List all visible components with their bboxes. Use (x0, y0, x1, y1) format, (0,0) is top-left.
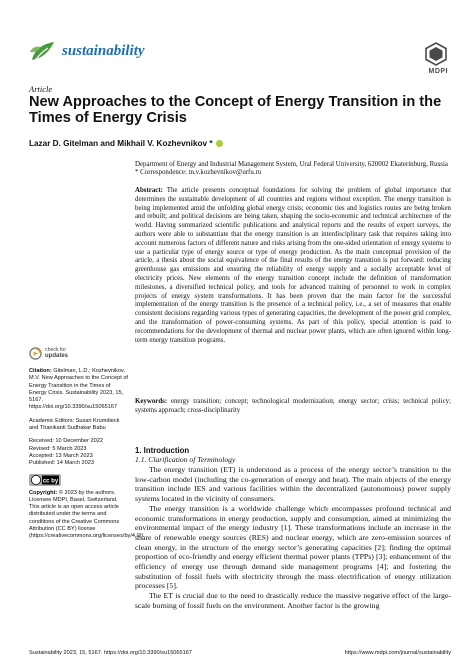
orcid-icon[interactable] (216, 140, 223, 147)
mdpi-logo-icon (424, 42, 448, 66)
section-heading: 1. Introduction (135, 446, 190, 455)
paragraph: The energy transition is a worldwide challenge which encompasses profound technical and economic transformations in energy production, supply and consumption, aimed at minimizing the environmental impact of the energy industry [1]. These transformations include an increase in the share of renewable energy sources (RES) and nuclear energy, which are zero-emission sources of clean energy, in the structure of the energy sector’s generating capacities [2]; finding the optimal proportion of eco-friendly and energy efficient thermal power plants (TPPs) [3]; enhancement of the efficiency of energy use through demand side management programs [4]; and fostering the substitution of fossil fuels with electricity through the mass electrification of energy utilization processes [5]. (135, 503, 451, 591)
authors (29, 139, 223, 148)
publisher-name: MDPI (428, 68, 448, 75)
sustainability-logo-icon (28, 38, 58, 66)
cc-by-license-icon[interactable] (29, 474, 61, 486)
footer-journal-link[interactable]: https://www.mdpi.com/journal/sustainability (344, 650, 451, 656)
copyright: Copyright: © 2023 by the authors. Licensee MDPI, Basel, Switzerland. This article is an open access article distributed under the terms and conditions of the Creative Commons Attribution (CC BY) license (https://creativecommons.org/licenses/by/4.0/). (29, 489, 145, 540)
paragraph: The energy transition (ET) is understood as a process of the energy sector’s transition to the low-carbon model (including the co-generation of energy and heat). The main objects of the energy transition include IES and various facilities within the decentralized (autonomous) power supply systems located in the vicinity of consumers. (135, 465, 451, 504)
introduction-section (135, 446, 451, 611)
citation: Citation: Gitelman, L.D.; Kozhevnikov, M.V. New Approaches to the Concept of Energy Transition in the Times of Energy Crisis. Sustainability 2023, 15, 5167. https://doi.org/10.3390/su15065167 (29, 368, 128, 411)
article-dates: Received: 10 December 2022 Revised: 5 March 2023 Accepted: 13 March 2023 Published: 14 March 2023 (29, 438, 104, 467)
department: Department of Energy and Industrial Management System, Ural Federal University, 620002 Ekaterinburg, Russia (135, 161, 448, 168)
correspondence: * Correspondence: m.v.kozhevnikov@urfu.ru (135, 169, 262, 177)
body-text (135, 465, 451, 611)
paragraph: The ET is crucial due to the need to drastically reduce the massive negative effect of the large-scale burning of fossil fuels on the environment. Another factor is the growing (135, 591, 451, 610)
keywords (135, 398, 451, 416)
keywords-label: Keywords: (135, 398, 168, 405)
abstract (135, 187, 451, 345)
article-type: Article (29, 84, 53, 94)
footer-citation: Sustainability 2023, 15, 5167. https://doi.org/10.3390/su15065167 (29, 650, 192, 656)
cc-by-label: cc by (42, 478, 59, 485)
check-for-updates-icon (29, 347, 42, 360)
abstract-text: The article presents conceptual foundations for solving the problem of global importance that determines the sustainable development of all countries and regions without exception. The energy transition is being implemented amid the unfolding global energy crisis; economic ties and logistics routes are being broken and rebuilt; and political decisions are being taken, shaping the socio-economic and technical architecture of the world. Having summarized scientific publications and analytical reports and the results of expert surveys, the authors were able to substantiate that the energy transition is an interdisciplinary task that requires taking into account numerous factors of different nature and risks arising from the one-sided orientation of energy systems to use a particular type of energy source or type of energy production. As the main conceptual provision of the article, a thesis about the social equivalence of the final results of the energy transition is put forward: reducing greenhouse gas emissions and ensuring the reliability of energy supply and a socially acceptable level of electricity prices. New elements of the energy transition concept include the definition of transformation milestones, a diversified technical policy, and tools for advanced training of personnel to work in complex projects of energy system transformations. It has been proven that the main factor for the successful implementation of the energy transition is the presence of a technical policy, i.e., a set of measures that enable consistent decisions regarding various types of generating capacities, the development of the power grid complex, and the transformation of power-consuming systems. As part of this policy, special attention is paid to recommendations for the development of thermal and nuclear power plants, which are often ignored within long-term energy transition programs. (135, 187, 451, 344)
affiliation (135, 161, 455, 178)
keywords-text: energy transition; concept; technological modernization; energy sector; crisis; technical policy; systems approach; cross-disciplinarity (135, 398, 451, 414)
check-for-updates-label: check for updates (45, 347, 69, 359)
article-title: New Approaches to the Concept of Energy Transition in the Times of Energy Crisis (29, 94, 442, 126)
journal-name: sustainability (62, 43, 145, 59)
check-for-updates-button[interactable] (29, 347, 129, 361)
abstract-label: Abstract: (135, 187, 163, 194)
article-info-sidebar (29, 347, 145, 547)
academic-editors: Academic Editors: Susan Krumdieck and Thanikanti Sudhakar Babu (29, 417, 120, 432)
subsection-heading: 1.1. Clarification of Terminology (135, 455, 236, 464)
journal-header (24, 38, 450, 75)
author-names: Lazar D. Gitelman and Mikhail V. Kozhevnikov * (29, 139, 213, 148)
